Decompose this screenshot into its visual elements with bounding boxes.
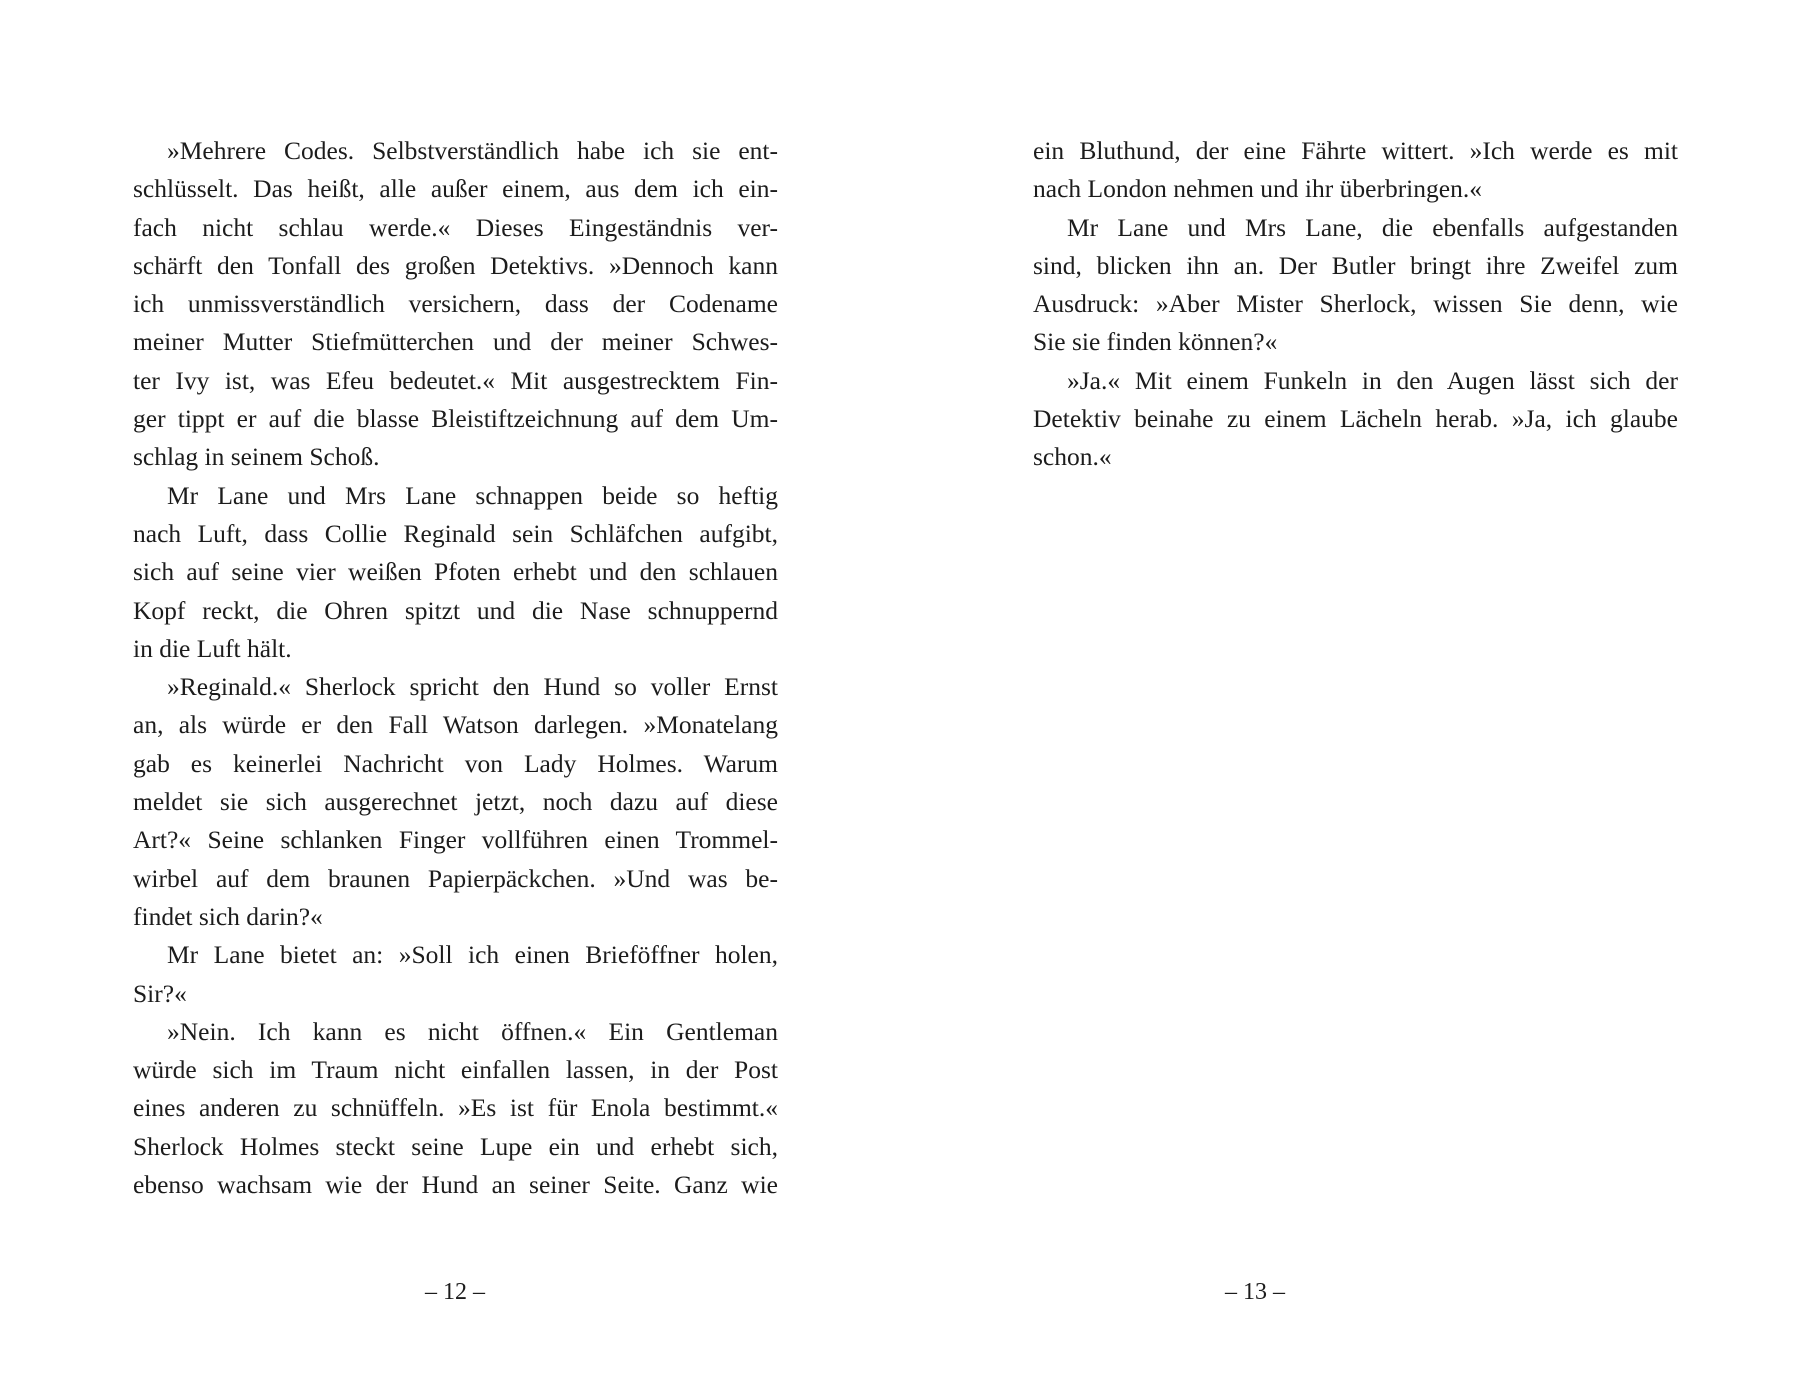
text-line: »Mehrere Codes. Selbstverständlich habe ich sie ent- (167, 136, 778, 165)
text-line: Sir?« (133, 978, 187, 1008)
page-number: – 12 – (425, 1279, 485, 1305)
text-line: Mr Lane und Mrs Lane schnappen beide so heftig (167, 480, 778, 510)
text-line: nach London nehmen und ihr überbringen.« (1033, 174, 1482, 204)
right-page-text (1033, 132, 1678, 477)
text-line: eines anderen zu schnüffeln. »Es ist für Enola bestimmt.« (133, 1093, 778, 1123)
text-line: gab es keinerlei Nachricht von Lady Holmes. Warum (133, 748, 778, 778)
text-line: würde sich im Traum nicht einfallen lassen, in der Post (133, 1055, 778, 1085)
text-line: sich auf seine vier weißen Pfoten erhebt und den schlauen (133, 557, 778, 587)
text-line: sind, blicken ihn an. Der Butler bringt ihre Zweifel zum (1033, 250, 1678, 280)
text-line: findet sich darin?« (133, 901, 323, 931)
text-line: wirbel auf dem braunen Papierpäckchen. »Und was be- (133, 863, 778, 893)
text-line: ebenso wachsam wie der Hund an seiner Seite. Ganz wie (133, 1170, 778, 1200)
text-line: »Reginald.« Sherlock spricht den Hund so voller Ernst (167, 672, 778, 702)
text-line: Mr Lane bietet an: »Soll ich einen Brieföffner holen, (167, 940, 778, 970)
text-line: an, als würde er den Fall Watson darlegen. »Monatelang (133, 710, 778, 740)
text-line: schon.« (1033, 442, 1112, 472)
right-page (900, 0, 1800, 1400)
text-line: Mr Lane und Mrs Lane, die ebenfalls aufgestanden (1067, 212, 1678, 242)
text-line: schlag in seinem Schoß. (133, 442, 380, 472)
text-line: ger tippt er auf die blasse Bleistiftzeichnung auf dem Um- (133, 404, 778, 434)
text-line: Kopf reckt, die Ohren spitzt und die Nase schnuppernd (133, 595, 778, 625)
text-line: »Nein. Ich kann es nicht öffnen.« Ein Gentleman (167, 1016, 778, 1046)
text-line: schärft den Tonfall des großen Detektivs. »Dennoch kann (133, 250, 778, 280)
text-line: meiner Mutter Stiefmütterchen und der meiner Schwes- (133, 327, 778, 357)
text-line: ich unmissverständlich versichern, dass der Codename (133, 289, 778, 319)
page-number: – 13 – (1225, 1279, 1285, 1305)
text-line: Art?« Seine schlanken Finger vollführen einen Trommel- (133, 825, 778, 855)
text-line: Ausdruck: »Aber Mister Sherlock, wissen Sie denn, wie (1033, 289, 1678, 319)
text-line: schlüsselt. Das heißt, alle außer einem, aus dem ich ein- (133, 174, 778, 204)
text-line: ein Bluthund, der eine Fährte wittert. »Ich werde es mit (1033, 136, 1678, 165)
text-line: fach nicht schlau werde.« Dieses Eingeständnis ver- (133, 212, 778, 242)
left-page-text (133, 132, 778, 1204)
text-line: ter Ivy ist, was Efeu bedeutet.« Mit ausgestrecktem Fin- (133, 365, 778, 395)
text-line: Sie sie finden können?« (1033, 327, 1278, 357)
text-line: nach Luft, dass Collie Reginald sein Schläfchen aufgibt, (133, 518, 778, 548)
text-line: »Ja.« Mit einem Funkeln in den Augen lässt sich der (1067, 365, 1678, 395)
text-line: Sherlock Holmes steckt seine Lupe ein und erhebt sich, (133, 1131, 778, 1161)
text-line: Detektiv beinahe zu einem Lächeln herab. »Ja, ich glaube (1033, 404, 1678, 434)
text-line: in die Luft hält. (133, 633, 292, 663)
text-line: meldet sie sich ausgerechnet jetzt, noch dazu auf diese (133, 787, 778, 817)
